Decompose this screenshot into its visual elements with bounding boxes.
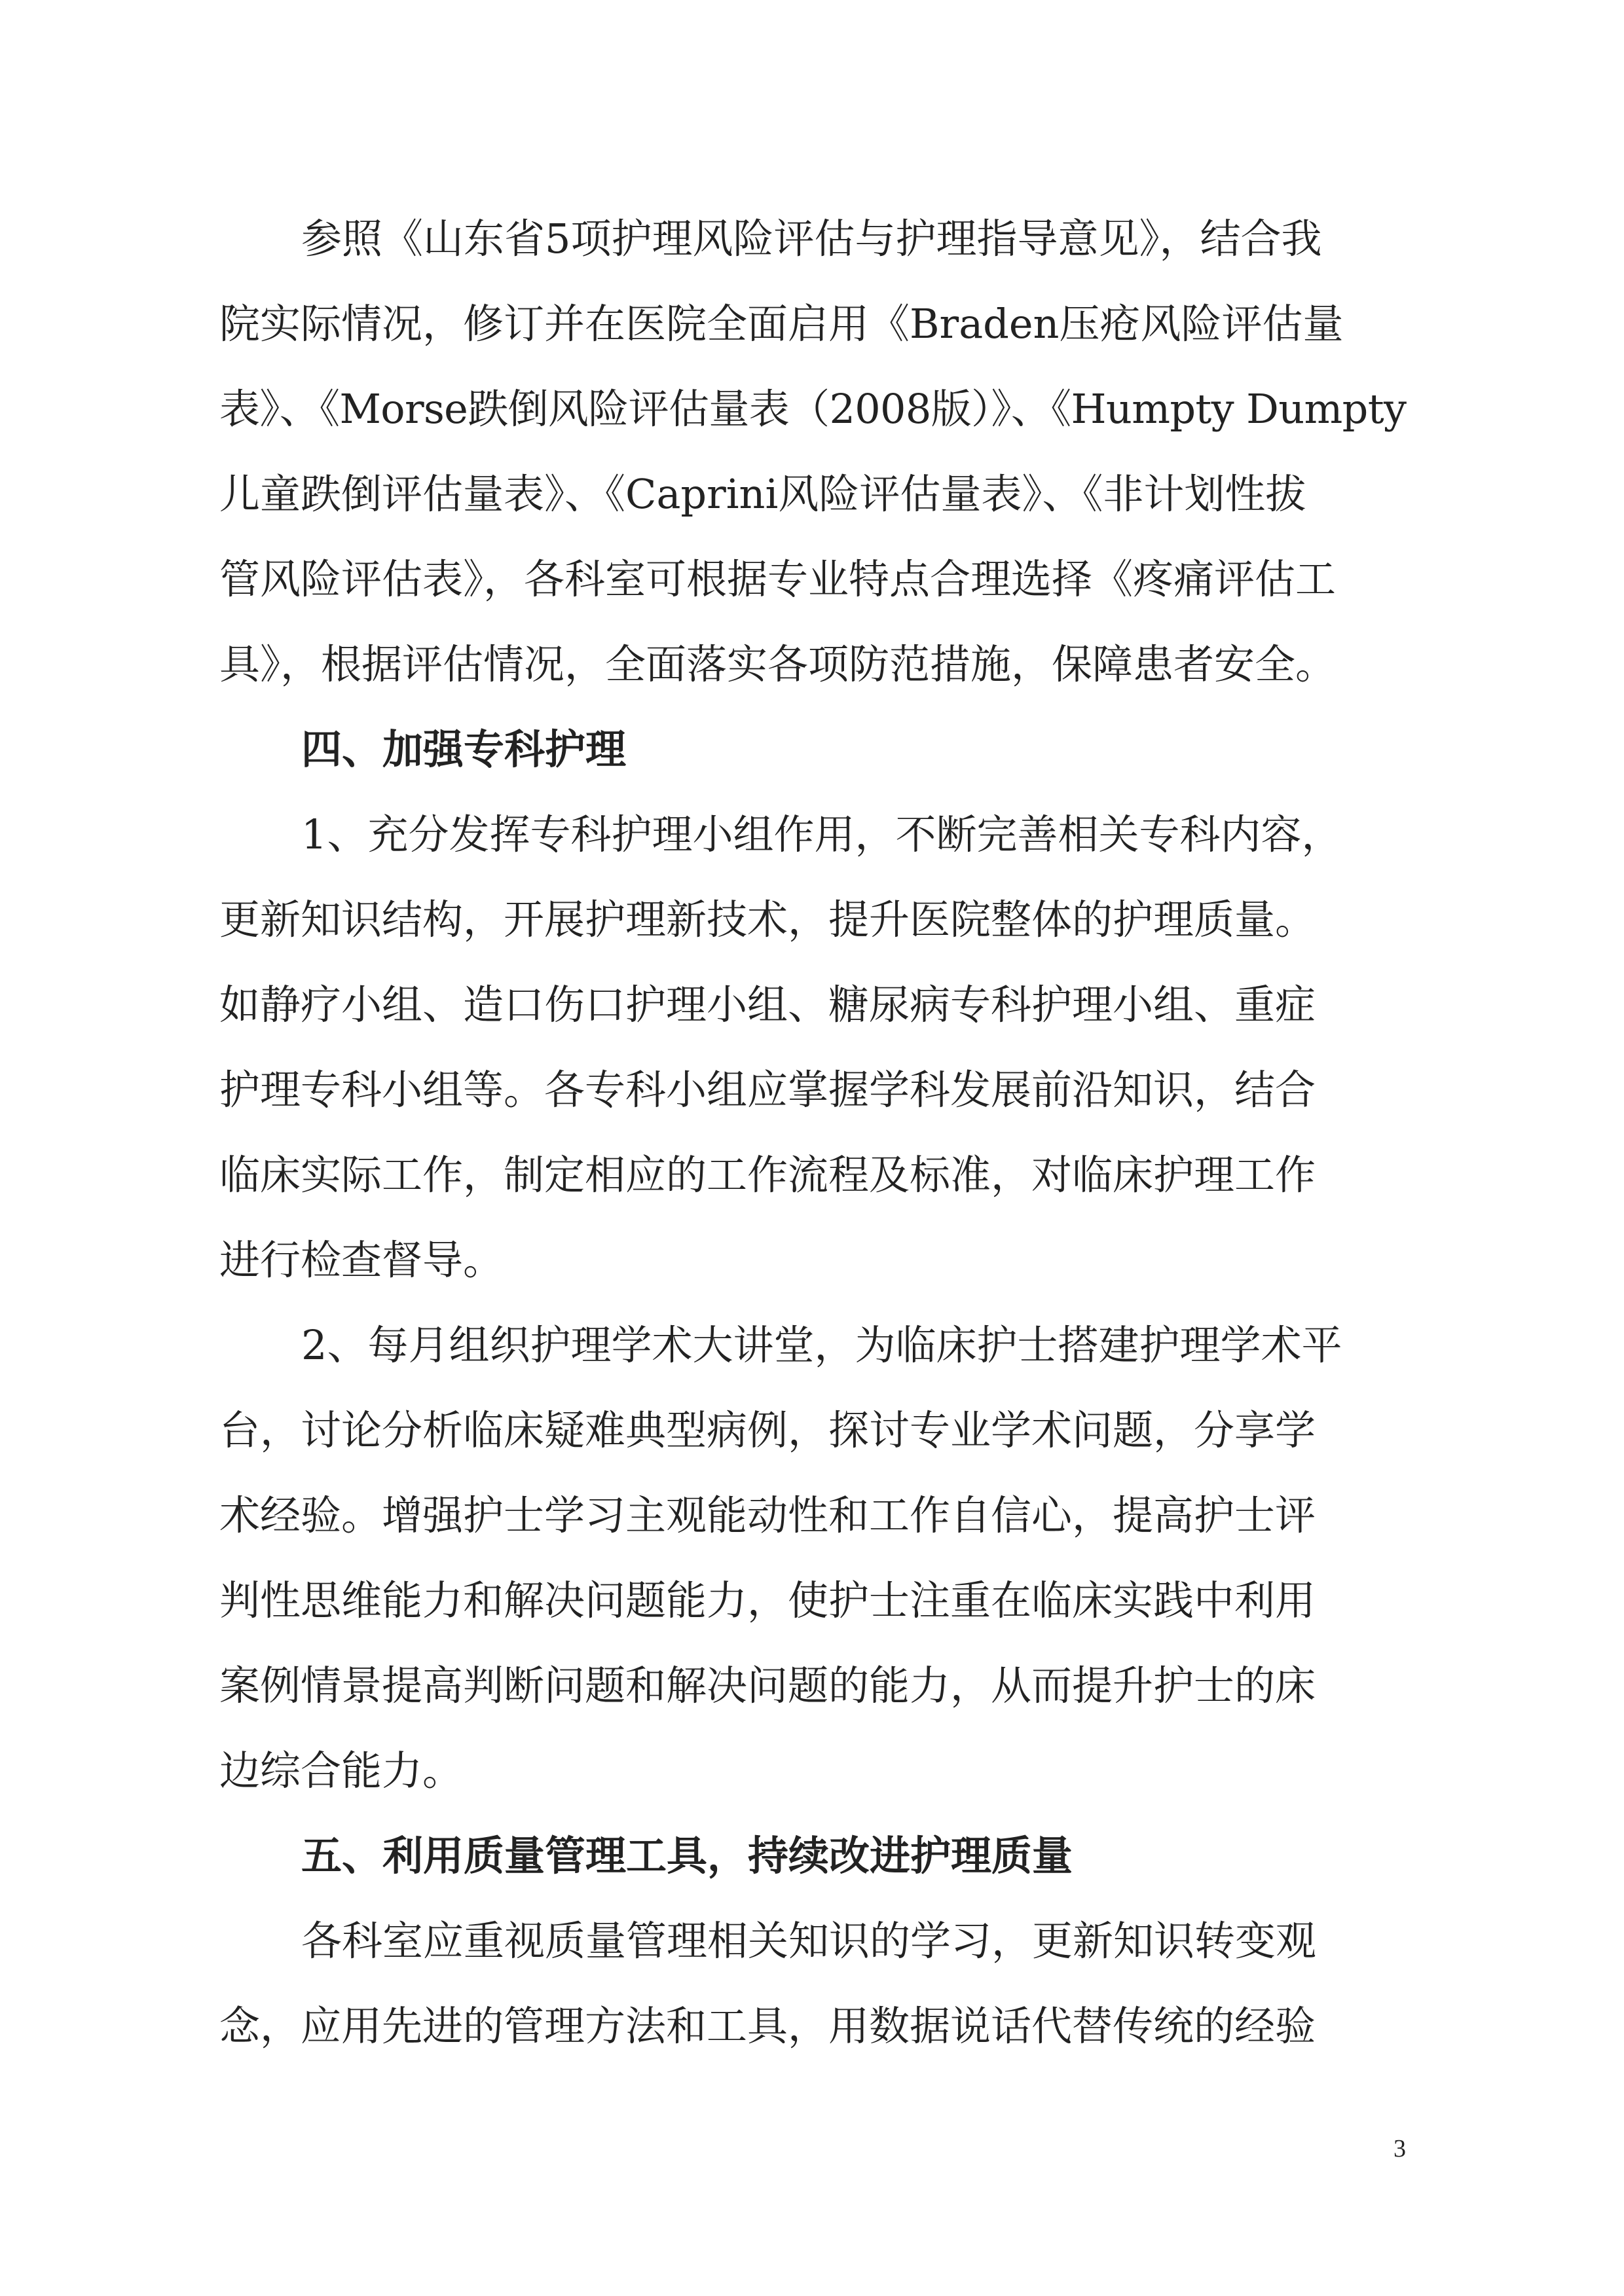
paragraph-line: 参照《山东省5项护理风险评估与护理指导意见》，结合我: [301, 215, 1322, 263]
paragraph-line: 1、充分发挥专科护理小组作用，不断完善相关专科内容，: [301, 811, 1342, 858]
paragraph-line: 更新知识结构，开展护理新技术，提升医院整体的护理质量。: [219, 896, 1316, 943]
paragraph-line: 儿童跌倒评估量表》、《Caprini风险评估量表》、《非计划性拔: [219, 470, 1306, 518]
paragraph-line: 临床实际工作，制定相应的工作流程及标准，对临床护理工作: [219, 1151, 1316, 1199]
paragraph-line: 护理专科小组等。各专科小组应掌握学科发展前沿知识，结合: [219, 1066, 1316, 1114]
paragraph-line: 术经验。增强护士学习主观能动性和工作自信心，提高护士评: [219, 1491, 1316, 1539]
paragraph-line: 各科室应重视质量管理相关知识的学习，更新知识转变观: [301, 1917, 1317, 1965]
paragraph-line: 台，讨论分析临床疑难典型病例，探讨专业学术问题，分享学: [219, 1406, 1316, 1454]
paragraph-line: 案例情景提高判断问题和解决问题的能力，从而提升护士的床: [219, 1662, 1316, 1709]
page-number: 3: [1393, 2135, 1406, 2162]
paragraph-line: 管风险评估表》，各科室可根据专业特点合理选择《疼痛评估工: [219, 555, 1337, 603]
section-heading: 五、利用质量管理工具，持续改进护理质量: [301, 1832, 1073, 1880]
paragraph-line: 进行检查督导。: [219, 1236, 504, 1284]
paragraph-line: 如静疗小组、造口伤口护理小组、糖尿病专科护理小组、重症: [219, 981, 1316, 1029]
paragraph-line: 边综合能力。: [219, 1747, 464, 1795]
paragraph-line: 念，应用先进的管理方法和工具，用数据说话代替传统的经验: [219, 2002, 1316, 2050]
paragraph-line: 具》，根据评估情况，全面落实各项防范措施，保障患者安全。: [219, 640, 1337, 688]
paragraph-line: 表》、《Morse跌倒风险评估量表（2008版）》、《Humpty Dumpty: [219, 385, 1407, 433]
section-heading: 四、加强专科护理: [301, 725, 627, 773]
paragraph-line: 2、每月组织护理学术大讲堂，为临床护士搭建护理学术平: [301, 1321, 1342, 1369]
paragraph-line: 判性思维能力和解决问题能力，使护士注重在临床实践中利用: [219, 1576, 1316, 1624]
paragraph-line: 院实际情况，修订并在医院全面启用《Braden压疮风险评估量: [219, 300, 1344, 348]
